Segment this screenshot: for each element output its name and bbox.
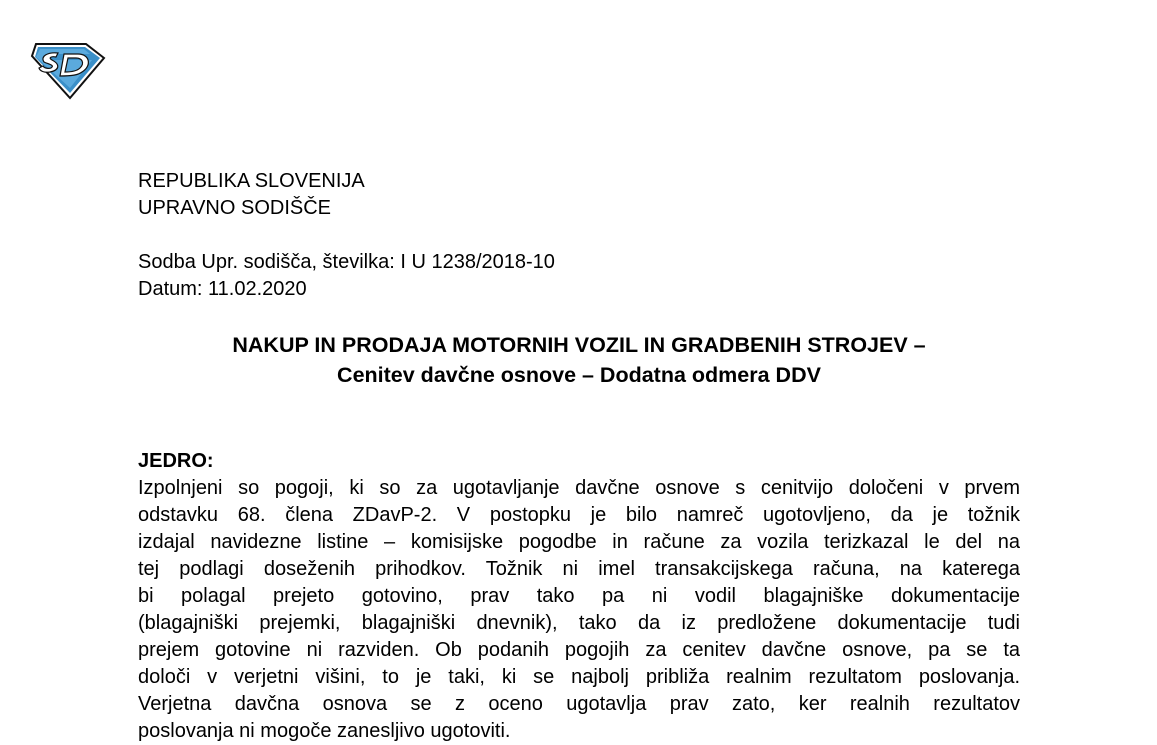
- paragraph-line: prejem gotovine ni razviden. Ob podanih pogojih za cenitev davčne osnove, pa se ta: [138, 639, 1020, 661]
- document-title: [138, 330, 1020, 390]
- paragraph-line: Izpolnjeni so pogoji, ki so za ugotavljanje davčne osnove s cenitvijo določeni v prvem: [138, 477, 1020, 499]
- paragraph-line: (blagajniški prejemki, blagajniški dnevnik), tako da iz predložene dokumentacije tudi: [138, 612, 1020, 634]
- paragraph-line: tej podlagi doseženih prihodkov. Tožnik ni imel transakcijskega računa, na katerega: [138, 558, 1020, 580]
- paragraph-line: odstavku 68. člena ZDavP-2. V postopku je bilo namreč ugotovljeno, da je tožnik: [138, 504, 1020, 526]
- paragraph-line: določi v verjetni višini, to je taki, ki se najbolj približa realnim rezultatom poslovanja.: [138, 666, 1020, 688]
- header-court: UPRAVNO SODIŠČE: [138, 197, 331, 219]
- header-republika: REPUBLIKA SLOVENIJA: [138, 170, 365, 192]
- title-line-2: Cenitev davčne osnove – Dodatna odmera DDV: [337, 363, 821, 387]
- paragraph-line: poslovanja ni mogoče zanesljivo ugotoviti.: [138, 720, 511, 742]
- jedro-paragraph: [138, 475, 1020, 745]
- paragraph-line: Verjetna davčna osnova se z oceno ugotavlja prav zato, ker realnih rezultatov: [138, 693, 1020, 715]
- court-logo-icon: [30, 40, 106, 100]
- title-line-1: NAKUP IN PRODAJA MOTORNIH VOZIL IN GRADBENIH STROJEV –: [232, 333, 926, 357]
- case-date: Datum: 11.02.2020: [138, 278, 307, 300]
- paragraph-line: bi polagal prejeto gotovino, prav tako pa ni vodil blagajniške dokumentacije: [138, 585, 1020, 607]
- case-reference: Sodba Upr. sodišča, številka: I U 1238/2018-10: [138, 251, 555, 273]
- paragraph-line: izdajal navidezne listine – komisijske pogodbe in račune za vozila terizkazal le del na: [138, 531, 1020, 553]
- jedro-heading: JEDRO:: [138, 450, 214, 472]
